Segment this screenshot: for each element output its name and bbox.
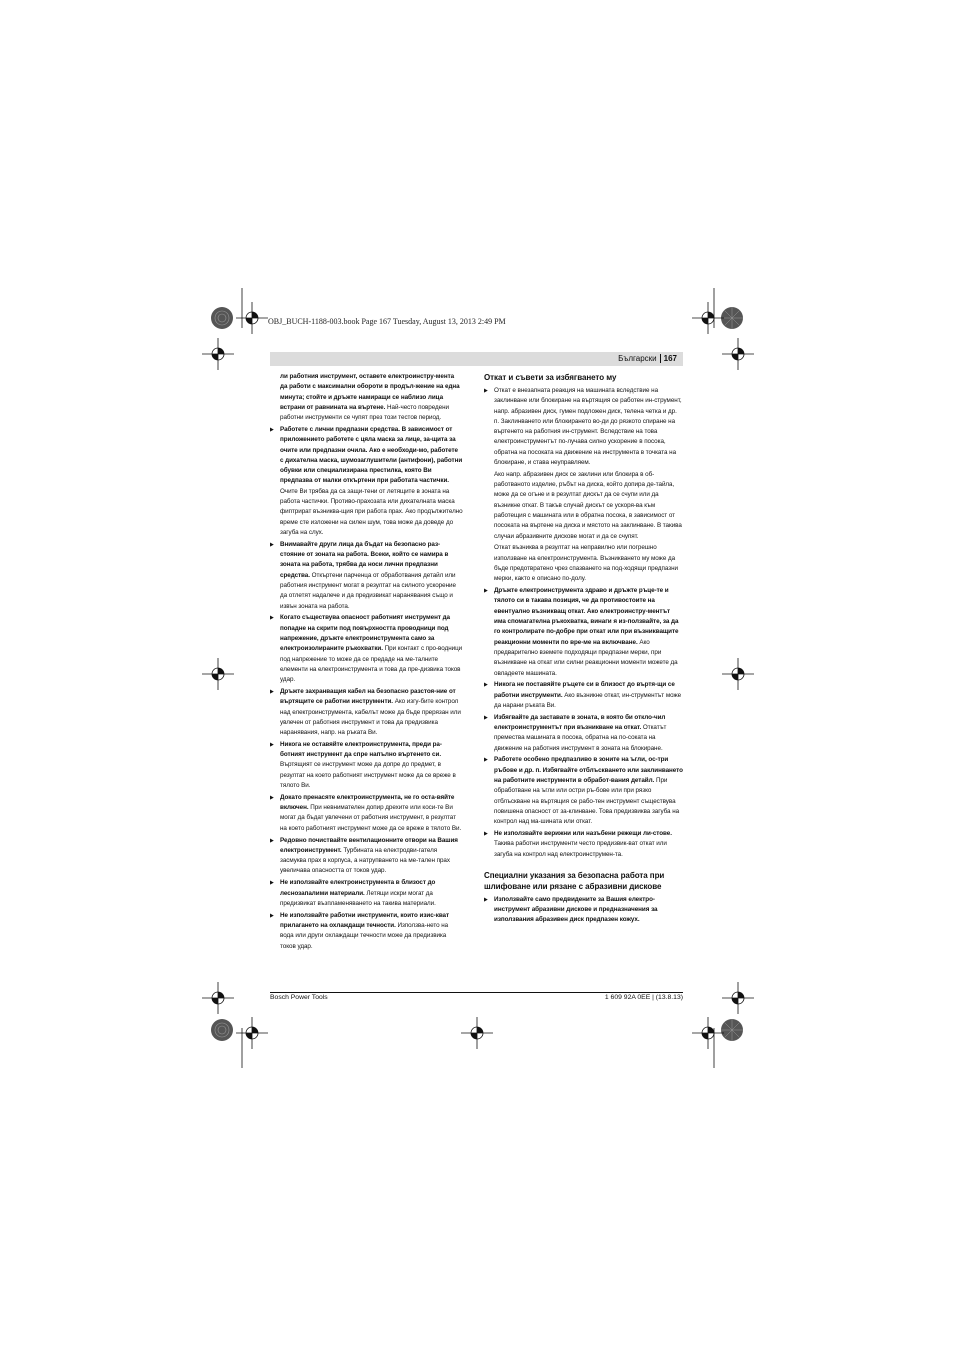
left-item-1: ▶ Работете с лични предпазни средства. В зависимост от приложението работете с цяла маска за лице, за-щита за очите или предпазни очила. Ако е необходи-мо, работете с дихателна маска, шумозаглушители (антифони), работни обувки или специализирана престилка, която Ви предпазва от малки откъртени при работата частички. Очите Ви трябва да са защи-тени от летящите в зоната на работа частички. Противо-прахозата или дихателната маска фиптрират възниква-щия при работа прах. Ако продължително време сте изложени на силен шум, това може да доведе до загуба на слух.	[270, 425, 463, 538]
left-item-7: ▶ Редовно почиствайте вентилационните отвори на Вашия електроинструмент. Турбината на електродви-гателя засмуква прах в корпуса, а натрупването на ме-тален прах увеличава опасността от токов удар.	[270, 836, 463, 877]
left-item-6: ▶ Докато пренасяте електроинструмента, не го оста-вяйте включен. При невнимателен допир дрехите или коси-те Ви могат да бъдат увлечени от работния инструмент, в резултат на което работният инструмент може да се вреже в тялото Ви.	[270, 793, 463, 834]
right-item-5: ▶ Избягвайте да заставате в зоната, в която би откло-чил електроинструментът при възникване на откат. Откатът премества машината в посока, обратна на по-соката на движение на работния инструмент в зоната на блокиране.	[484, 713, 683, 754]
header-text	[618, 353, 677, 365]
page-header	[270, 352, 683, 366]
right-item-6: ▶ Работете особено предпазливо в зоните на ъгли, ос-три ръбове и др. п. Избягвайте отблъскването или заклинването на работните инструменти в обработ-вания детайл. При обработване на ъгли или остри ръ-бове или при рязко отблъскване на въртящия се рабо-тен инструмент съществува повишена опасност от за-клинване. Това предизвиква загуба на контрол над ма-шината или откат.	[484, 755, 683, 827]
left-item-3: ▶ Когато съществува опасност работният инструмент да попадне на скрити под повърхността проводници под напрежение, дръжте електроинструмента само за електроизолираните ръкохватки. При контакт с про-водници под напрежение то може да се предаде на ме-талните елементи на електроинструмента и това да пре-дизвика токов удар.	[270, 613, 463, 685]
header-language: Български	[618, 354, 657, 363]
right-column	[484, 372, 683, 927]
crosshair-mark-icon	[720, 980, 756, 1016]
right-item-2: Откат възниква в резултат на неправилно или погрешно използване на електроинструмента. Възникването му може да бъде предотвратено чрез спазването на под-ходящи предпазни мерки, както е описано по-долу.	[494, 544, 679, 583]
crosshair-mark-icon	[234, 300, 270, 336]
file-slug: OBJ_BUCH-1188-003.book Page 167 Tuesday, August 13, 2013 2:49 PM	[268, 317, 506, 326]
left-item-0: ли работния инструмент, оставете електроинстру-мента да работи с максимални обороти в продъл-жение на една минута; стойте и дръжте намиращи се наблизо лица встрани от равнината на въртене. Най-често повредени работни инструменти се чупят през този тестов период.	[280, 373, 460, 422]
crosshair-mark-icon	[200, 656, 236, 692]
left-item-2: ▶ Внимавайте други лица да бъдат на безопасно раз-стояние от зоната на работа. Всеки, който се намира в зоната на работа, трябва да носи лични предпазни средства. Откъртени парченца от обработвания детайл или работния инструмент могат в резултат на силното ускорение да отлетят надалече и да предизвикат наранявания също и извън зоната на работа.	[270, 540, 463, 612]
crosshair-mark-icon	[459, 1015, 495, 1051]
trim-line-mark	[713, 1028, 715, 1068]
crosshair-mark-icon	[690, 1015, 726, 1051]
left-item-5: ▶ Никога не оставяйте електроинструмента, преди ра-ботният инструмент да спре напълно въртенето си. Въртящият се инструмент може да допре до предмет, в резултат на което работният инструмент може да се вреже в тялото Ви.	[270, 740, 463, 791]
crosshair-mark-icon	[720, 336, 756, 372]
crosshair-mark-icon	[690, 300, 726, 336]
trim-line-mark	[241, 288, 243, 328]
crosshair-mark-icon	[720, 656, 756, 692]
crosshair-mark-icon	[200, 980, 236, 1016]
right-item-1: Ако напр. абразивен диск се заклини или блокира в об-работваното изделие, ръбът на диска, който допира де-тайла, може да се огъне и в резултат дискът да се счупи или да възникне откат. В такъв случай дискът се ускоря-ва към работещия с машината или в обратна посока, в зависимост от посоката на въртене на диска и мястото на заклинване. В такива случаи абразивните дискове могат и да се счупят.	[494, 470, 682, 540]
page-number: 167	[660, 354, 677, 363]
right-item-4: ▶ Никога не поставяйте ръцете си в близост до въртя-щи се работни инструменти. Ако възникне откат, ин-струментът може да нарани ръката Ви.	[484, 680, 683, 711]
footer-code: 1 609 92A 0EE | (13.8.13)	[604, 994, 683, 1001]
footer-rule	[270, 992, 683, 993]
trim-line-mark	[241, 1028, 243, 1068]
crosshair-mark-icon	[234, 1015, 270, 1051]
right-item2-0: ▶ Използвайте само предвидените за Вашия електро-инструмент абразивни дискове и предназначения за използвания абразивен диск предпазен кожух.	[484, 895, 683, 926]
left-item-9: ▶ Не използвайте работни инструменти, които изис-кват прилагането на охлаждащи течности. Използва-нето на вода или други охлаждащи течности може да предизвика токов удар.	[270, 911, 463, 952]
left-item-4: ▶ Дръжте захранващия кабел на безопасно разстоя-ние от въртящите се работни инструменти. Ако изгу-бите контрол над електроинструмента, кабелът може да бъде прерязан или увлечен от работния инструмент и това да предизвика наранявания, напр. на ръката Ви.	[270, 687, 463, 738]
right-item-3: ▶ Дръжте електроинструмента здраво и дръжте ръце-те и тялото си в такава позиция, че да противостоите на евентуално възникващ откат. Ако електроинстру-ментът има спомагателна ръкохватка, винаги я из-ползвайте, за да го контролирате по-добре при откат или при възникващите реакционни моменти по вре-ме на включване. Ако предварително вземете подходящи предпазни мерки, при възникване на откат или силни реакционни моменти можете да овладеете машината.	[484, 586, 683, 679]
registration-disc-icon	[210, 1018, 234, 1042]
section-heading-abrasive: Специални указания за безопасна работа при шлифоване или рязане с абразивни дискове	[484, 870, 665, 891]
trim-line-mark	[713, 288, 715, 328]
footer-brand: Bosch Power Tools	[270, 994, 328, 1001]
crosshair-mark-icon	[200, 336, 236, 372]
left-column	[270, 372, 463, 953]
left-item-8: ▶ Не използвайте електроинструмента в близост до леснозапалими материали. Летящи искри могат да предизвикат възпламеняването на такива материали.	[270, 878, 463, 909]
section-heading-kickback: Откат и съвети за избягването му	[484, 373, 617, 382]
right-item-0: ▶ Откат е внезапната реакция на машината вследствие на заклинване или блокиране на въртящия се работен ин-струмент, напр. абразивен диск, гумен подложен диск, телена четка и др. п. Заклинването или блокирането во-ди до рязкото спиране на въртенето на работния ин-струмент. Вследствие на това електроинструментът по-лучава силно ускорение в посока, обратна на посоката на движение на инструмента в точката на блокиране, и става неуправляем.	[484, 386, 683, 468]
registration-disc-icon	[210, 306, 234, 330]
right-item-7: ▶ Не използвайте верижни или назъбени режещи ли-стове. Такива работни инструменти често предизвик-ват откат или загуба на контрол над електроинструмен-та.	[484, 829, 683, 860]
